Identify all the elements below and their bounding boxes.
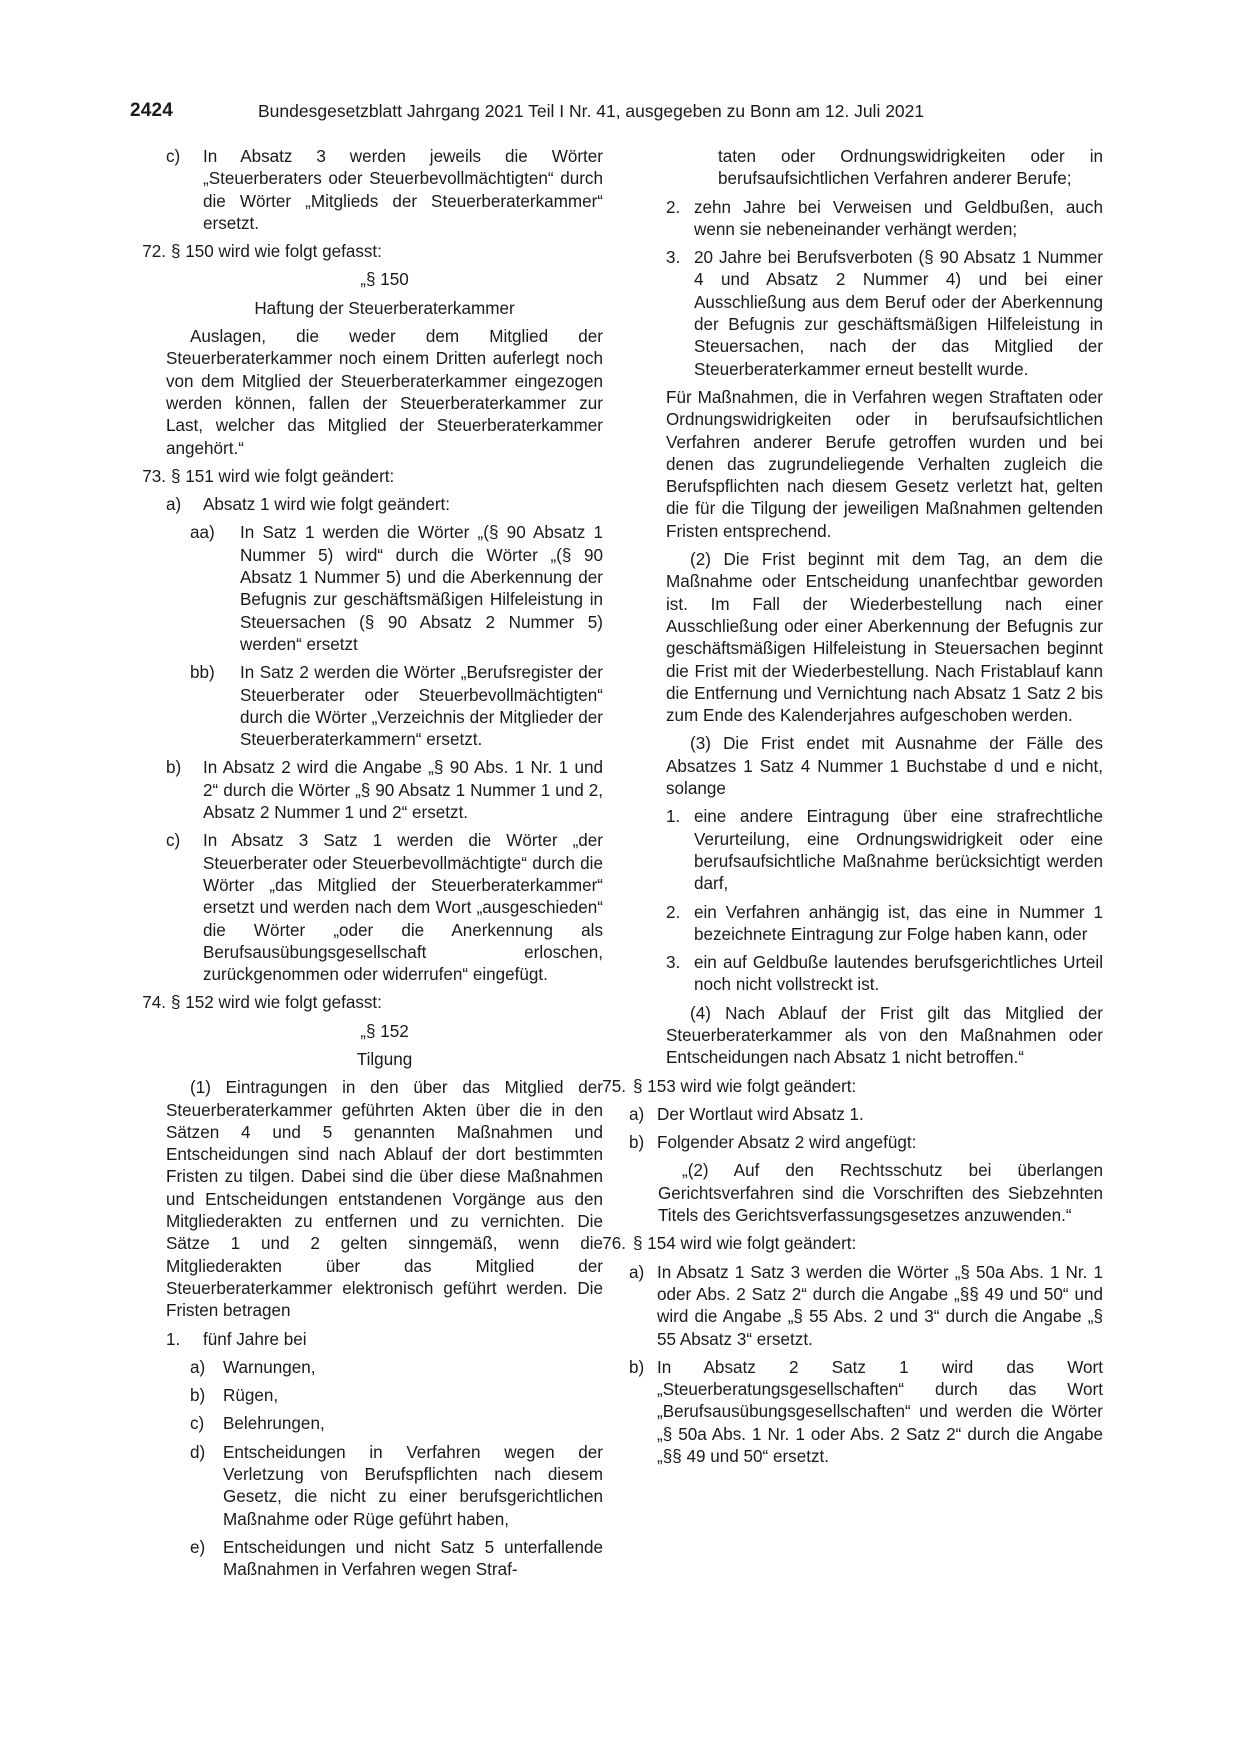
list-item (130, 1413, 603, 1435)
list-item (130, 1329, 603, 1351)
section-title: Haftung der Steuerberaterkammer (254, 298, 515, 318)
quoted-text: „(2) Auf den Rechtsschutz bei überlangen Gerichtsverfahren sind die Vorschriften des Siebzehnten Titels des Gerichtsverfassungsgesetzes anzuwenden.“ (658, 1161, 1103, 1226)
paragraph: Für Maßnahmen, die in Verfahren wegen Straftaten oder Ordnungswidrigkeiten oder in berufsaufsichtlichen Verfahren anderer Berufe getroffen wurden und bei denen das zugrundeliegende Verhalten zugleich die Berufspflichten nach diesem Gesetz verletzt hat, gelten die für die Tilgung der jeweiligen Maßnahmen geltenden Fristen entsprechend. (666, 387, 1103, 541)
item-text: Entscheidungen und nicht Satz 5 unterfallende Maßnahmen in Verfahren wegen Straf- (223, 1537, 603, 1580)
item-text: In Satz 2 werden die Wörter „Berufsregister der Steuerberater oder Steuerbevollmächtigten“ durch die Wörter „Verzeichnis der Mitglieder der Steuerberaterkammern“ ersetzt. (240, 663, 603, 750)
list-item (130, 757, 603, 824)
section-text: (1) Eintragungen in den über das Mitglied der Steuerberaterkammer geführten Akten über die in den Sätzen 4 und 5 genannten Maßnahmen und Entscheidungen sind nach Ablauf der dort bestimmten Fristen zu tilgen. Dabei sind die über diese Maßnahmen und Entscheidungen entstandenen Vorgänge aus den Mitgliederakten zu entfernen und zu vernichten. Die Sätze 1 und 2 gelten sinngemäß, wenn die Mitgliederakten über das Mitglied der Steuerberaterkammer elektronisch geführt werden. Die Fristen betragen (166, 1078, 603, 1321)
item-text: eine andere Eintragung über eine strafrechtliche Verurteilung, eine Ordnungswidrigkeit oder eine berufsaufsichtliche Maßnahme berücksichtigt werden darf, (694, 807, 1103, 894)
item-text: In Absatz 3 werden jeweils die Wörter „Steuerberaters oder Steuerbevollmächtigten“ durch die Wörter „Mitglieds der Steuerberaterkammer“ ersetzt. (203, 147, 603, 233)
page-number: 2424 (130, 100, 174, 121)
item-text: Warnungen, (223, 1357, 316, 1377)
item-text: Belehrungen, (223, 1414, 325, 1434)
list-item (130, 1357, 603, 1379)
item-text: Absatz 1 wird wie folgt geändert: (203, 495, 451, 515)
item-text: In Absatz 2 Satz 1 wird das Wort „Steuerberatungsgesellschaften“ durch das Wort „Berufsausübungsgesellschaften“ und werden die Wörter „§ 50a Abs. 1 Nr. 1 oder Abs. 2 Satz 2“ durch die Angabe „§§ 49 und 50“ ersetzt. (657, 1357, 1103, 1467)
item-label: 3. (666, 248, 681, 268)
item-label: 1. (166, 1329, 181, 1349)
item-text: In Absatz 2 wird die Angabe „§ 90 Abs. 1 Nr. 1 und 2“ durch die Wörter „§ 90 Absatz 1 Nummer 1 und 2, Absatz 2 Nummer 1 und 2“ ersetzt. (203, 758, 603, 823)
list-item (130, 1385, 603, 1407)
item-text: ein auf Geldbuße lautendes berufsgerichtliches Urteil noch nicht vollstreckt ist. (694, 953, 1103, 995)
item-label: a) (190, 1357, 206, 1377)
item-label: b) (166, 758, 182, 778)
item-label: c) (190, 1414, 205, 1434)
amendment-item-72 (130, 241, 603, 263)
paragraph: (2) Die Frist beginnt mit dem Tag, an dem die Maßnahme oder Entscheidung unanfechtbar geworden ist. Im Fall der Wiederbestellung nach einer Ausschließung oder einer Aberkennung der Befugnis zur geschäftsmäßigen Hilfeleistung in Steuersachen beginnt die Frist mit der Wiederbestellung. Nach Fristablauf kann die Entfernung und Vernichtung nach Absatz 1 Satz 2 bis zum Ende des Kalenderjahres aufgeschoben werden. (666, 550, 1103, 726)
list-item (666, 806, 1103, 895)
item-label: aa) (190, 523, 215, 543)
item-text: fünf Jahre bei (203, 1329, 307, 1349)
list-item (629, 1262, 1103, 1351)
item-label: b) (629, 1357, 645, 1377)
item-text: In Satz 1 werden die Wörter „(§ 90 Absatz 1 Nummer 5) wird“ durch die Wörter „(§ 90 Absatz 1 Nummer 5) und die Aberkennung der Befugnis zur geschäftsmäßigen Hilfeleistung in Steuersachen (§ 90 Absatz 2 Nummer 5) werden“ ersetzt (240, 523, 603, 654)
item-label: b) (629, 1133, 645, 1153)
page-header-title: Bundesgesetzblatt Jahrgang 2021 Teil I Nr. 41, ausgegeben zu Bonn am 12. Juli 2021 (258, 101, 925, 121)
list-item (666, 197, 1103, 242)
item-label: 73. (142, 466, 166, 486)
item-text: § 152 wird wie folgt gefasst: (171, 993, 382, 1013)
item-text: In Absatz 3 Satz 1 werden die Wörter „der Steuerberater oder Steuerbevollmächtigte“ durch die Wörter „das Mitglied der Steuerberaterkammer“ ersetzt und werden nach dem Wort „ausgeschieden“ die Wörter „oder die Anerkennung als Berufsausübungsgesellschaft erloschen, zurückgenommen oder widerrufen“ eingefügt. (203, 831, 603, 985)
item-label: a) (166, 495, 182, 515)
list-item (130, 146, 603, 235)
list-item (666, 247, 1103, 381)
paragraph: (4) Nach Ablauf der Frist gilt das Mitglied der Steuerberaterkammer als von den Maßnahmen oder Entscheidungen nach Absatz 1 nicht betroffen.“ (666, 1003, 1103, 1068)
list-item (130, 662, 603, 751)
amendment-item-75 (602, 1076, 1103, 1098)
item-label: 2. (666, 902, 681, 922)
item-text: 20 Jahre bei Berufsverboten (§ 90 Absatz 1 Nummer 4 und Absatz 2 Nummer 4) und bei einer Ausschließung aus dem Beruf oder der Aberkennung der Befugnis zur geschäftsmäßigen Hilfeleistung in Steuersachen, nach der das Mitglied der Steuerberaterkammer erneut bestellt wurde. (694, 248, 1103, 379)
list-item (666, 902, 1103, 947)
list-item (666, 952, 1103, 997)
list-item (130, 830, 603, 986)
item-label: b) (190, 1386, 206, 1406)
amendment-item-76 (602, 1233, 1103, 1255)
item-label: a) (629, 1262, 645, 1282)
left-column (130, 146, 603, 1588)
item-label: bb) (190, 663, 215, 683)
paragraph: (3) Die Frist endet mit Ausnahme der Fälle des Absatzes 1 Satz 4 Nummer 1 Buchstabe d und e nicht, solange (666, 734, 1103, 799)
item-label: 74. (142, 993, 166, 1013)
item-label: a) (629, 1104, 645, 1124)
item-label: d) (190, 1442, 206, 1462)
item-text: In Absatz 1 Satz 3 werden die Wörter „§ 50a Abs. 1 Nr. 1 oder Abs. 2 Satz 2“ durch die Angabe „§§ 49 und 50“ und wird die Angabe „§ 55 Abs. 2 und 3“ durch die Angabe „§ 55 Absatz 3“ ersetzt. (657, 1262, 1103, 1349)
item-text: Rügen, (223, 1386, 279, 1406)
amendment-item-74 (130, 992, 603, 1014)
item-label: c) (166, 147, 181, 166)
continued-text: taten oder Ordnungswidrigkeiten oder in berufsaufsichtlichen Verfahren anderer Berufe; (718, 147, 1103, 189)
amendment-item-73 (130, 466, 603, 488)
item-label: 1. (666, 807, 681, 827)
list-item (130, 1442, 603, 1531)
list-item (130, 522, 603, 656)
item-label: 3. (666, 953, 681, 973)
item-label: 76. (602, 1234, 626, 1254)
item-label: 72. (142, 242, 166, 262)
item-label: 2. (666, 197, 681, 217)
item-label: 75. (602, 1076, 626, 1096)
item-label: c) (166, 831, 181, 851)
list-item (130, 1537, 603, 1582)
list-item (130, 494, 603, 516)
item-text: zehn Jahre bei Verweisen und Geldbußen, auch wenn sie nebeneinander verhängt werden; (694, 197, 1103, 239)
item-text: Entscheidungen in Verfahren wegen der Verletzung von Berufspflichten nach diesem Gesetz, die nicht zu einer berufsgerichtlichen Maßnahme oder Rüge geführt haben, (223, 1442, 603, 1529)
section-text: Auslagen, die weder dem Mitglied der Steuerberaterkammer noch einem Dritten auferlegt noch von dem Mitglied der Steuerberaterkammer eingezogen werden können, fallen der Steuerberaterkammer zur Last, welcher das Mitglied der Steuerberaterkammer angehört.“ (166, 327, 603, 458)
list-item (629, 1132, 1103, 1154)
item-text: § 153 wird wie folgt geändert: (633, 1076, 857, 1096)
item-label: e) (190, 1537, 206, 1557)
list-item (629, 1104, 1103, 1126)
section-title: Tilgung (356, 1049, 413, 1069)
list-item (629, 1357, 1103, 1468)
item-text: ein Verfahren anhängig ist, das eine in Nummer 1 bezeichnete Eintragung zur Folge haben kann, oder (694, 902, 1103, 944)
item-text: § 150 wird wie folgt gefasst: (171, 242, 382, 262)
section-heading: „§ 152 (360, 1021, 409, 1041)
right-column (602, 146, 1103, 1474)
section-heading: „§ 150 (360, 270, 409, 290)
item-text: Der Wortlaut wird Absatz 1. (657, 1104, 864, 1124)
item-text: § 151 wird wie folgt geändert: (171, 466, 395, 486)
item-text: Folgender Absatz 2 wird angefügt: (657, 1133, 917, 1153)
item-text: § 154 wird wie folgt geändert: (633, 1234, 857, 1254)
